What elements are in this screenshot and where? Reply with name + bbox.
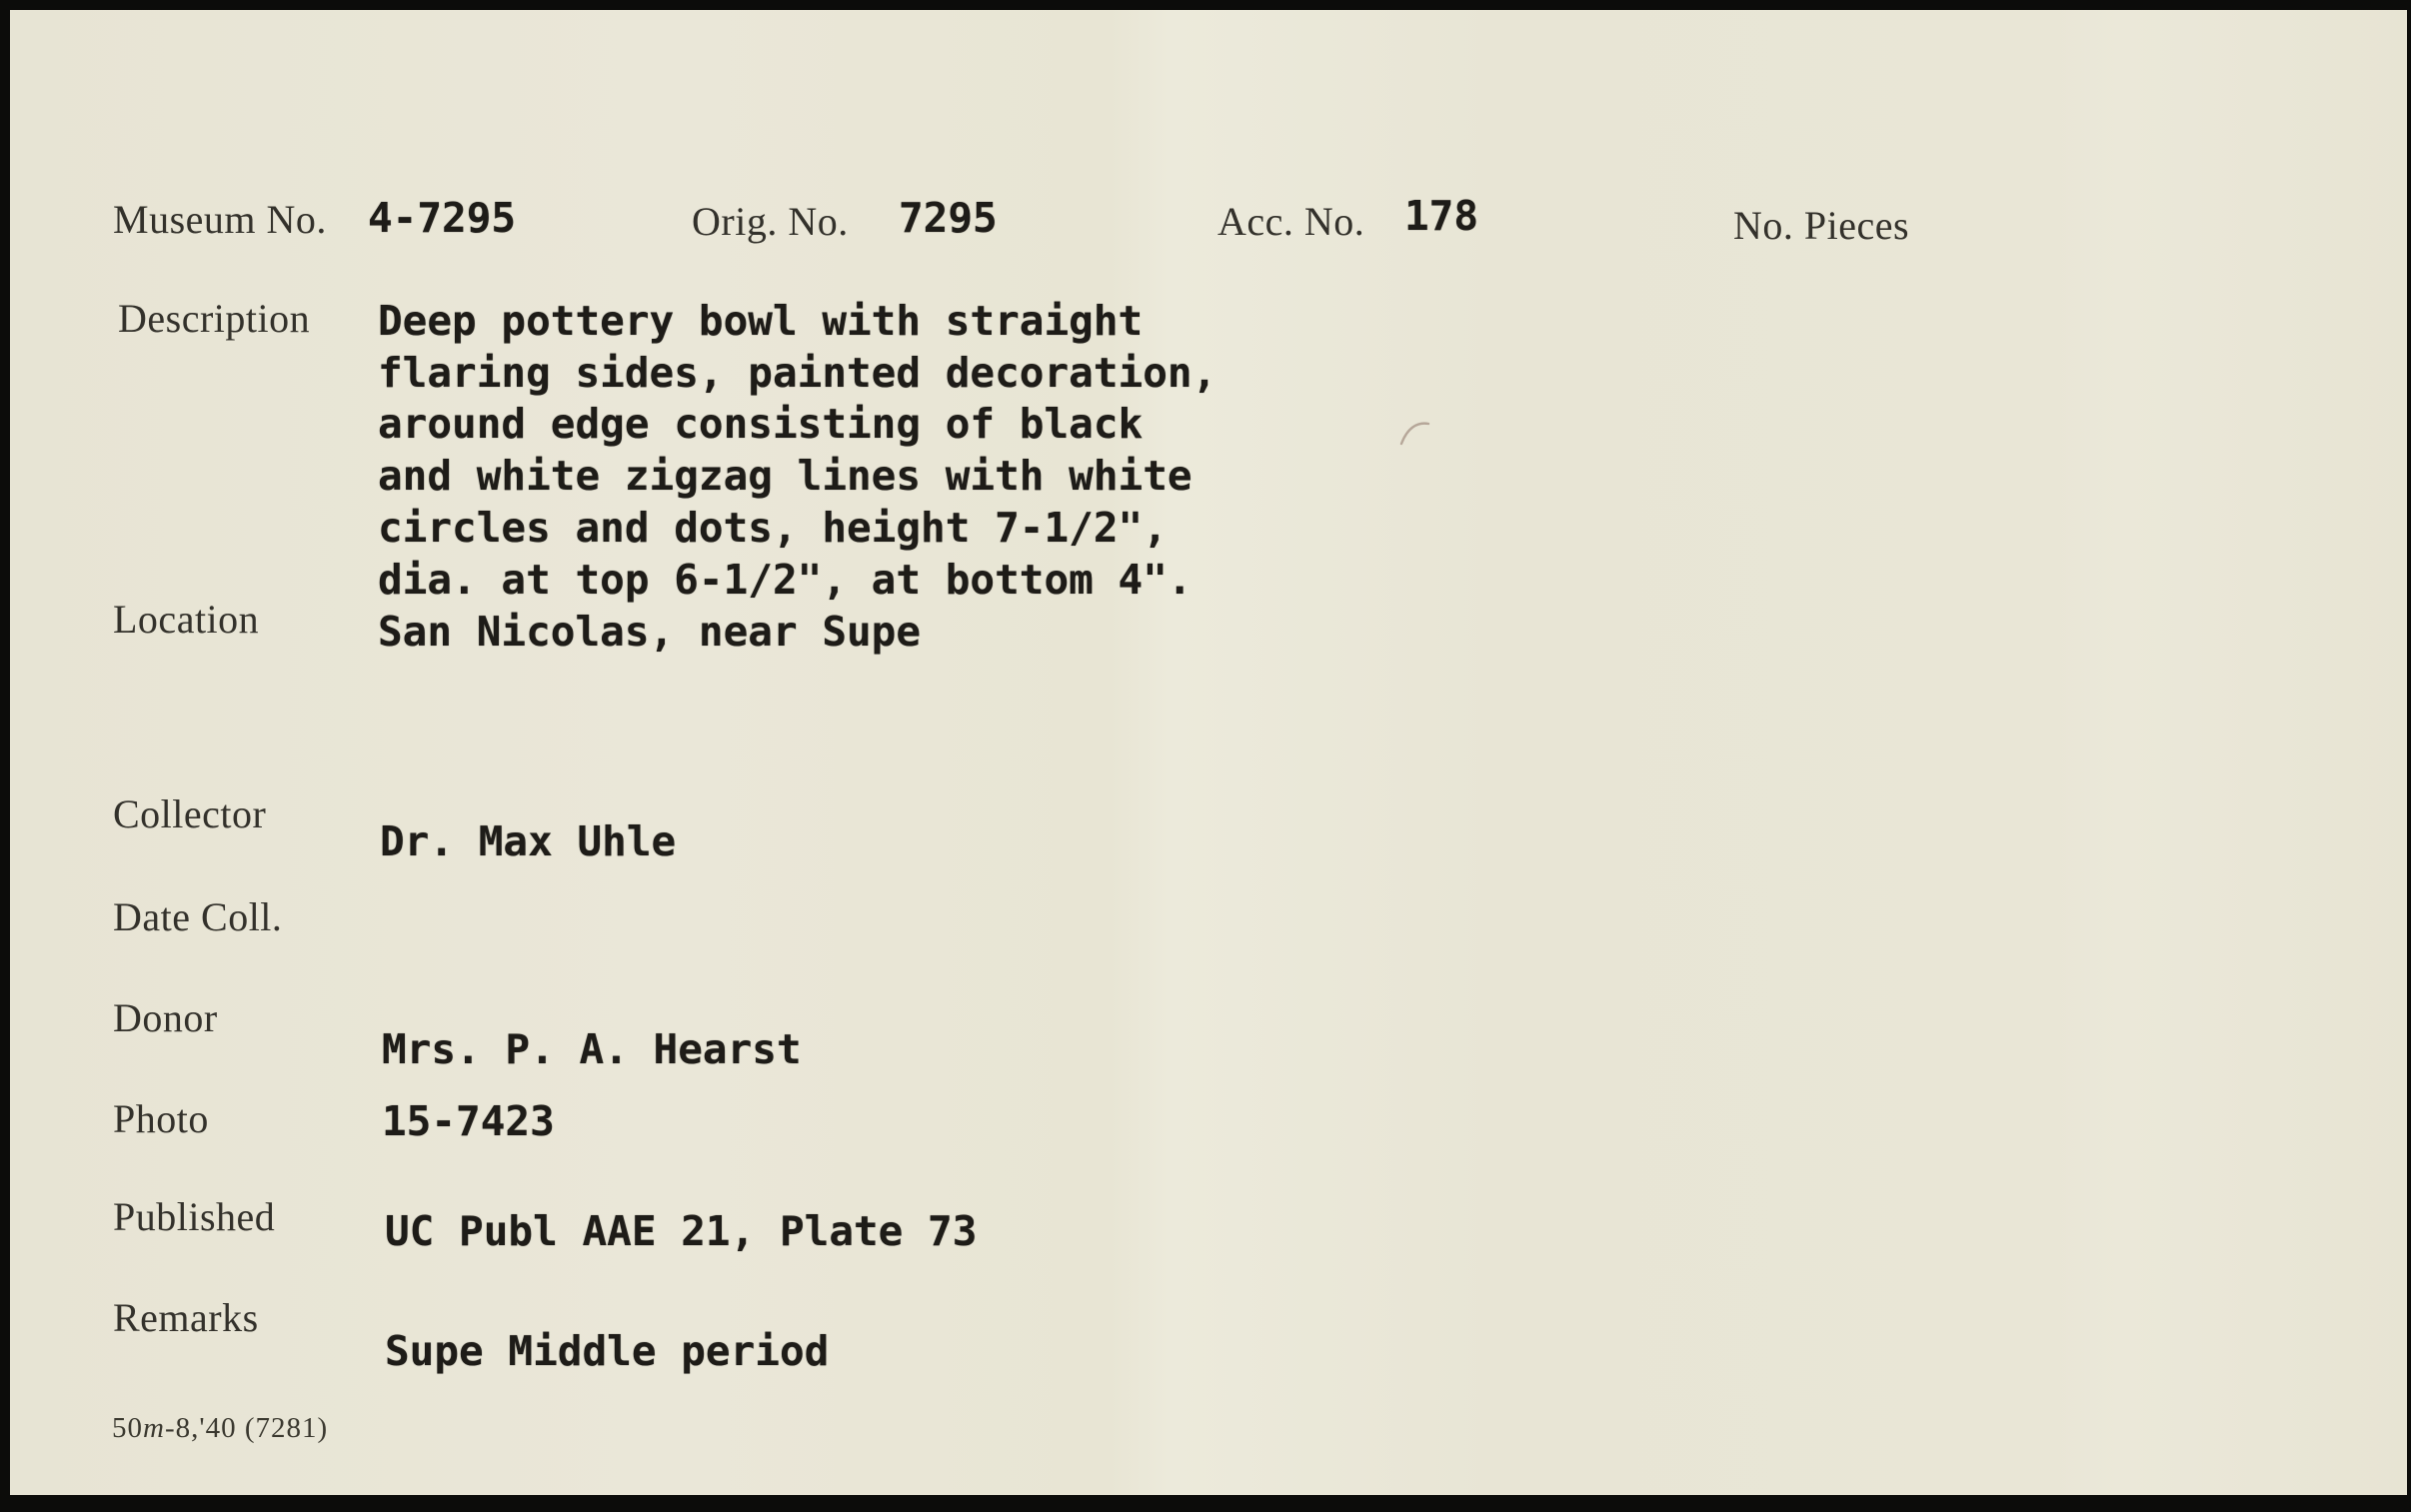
print-code-prefix: 50 — [112, 1412, 143, 1444]
orig-no-value: 7295 — [899, 194, 998, 242]
donor-value: Mrs. P. A. Hearst — [382, 1025, 802, 1073]
remarks-value: Supe Middle period — [385, 1327, 830, 1375]
description-line: Deep pottery bowl with straight — [378, 297, 1144, 345]
donor-label: Donor — [113, 995, 218, 1040]
acc-no-label: Acc. No. — [1217, 199, 1365, 244]
location-value: San Nicolas, near Supe — [378, 608, 922, 656]
published-label: Published — [113, 1194, 276, 1239]
description-line: circles and dots, height 7-1/2", — [378, 503, 1168, 552]
scan-edge-left — [0, 0, 10, 1512]
no-pieces-label: No. Pieces — [1733, 203, 1910, 248]
published-value: UC Publ AAE 21, Plate 73 — [385, 1207, 978, 1255]
print-code-suffix: -8,'40 (7281) — [164, 1412, 329, 1444]
photo-label: Photo — [113, 1096, 209, 1141]
description-line: dia. at top 6-1/2", at bottom 4". — [378, 555, 1193, 604]
print-code — [112, 1412, 328, 1445]
location-label: Location — [113, 597, 260, 642]
scan-edge-top — [0, 0, 2411, 10]
museum-no-label: Museum No. — [113, 197, 327, 242]
collector-value: Dr. Max Uhle — [380, 817, 677, 865]
description-label: Description — [118, 296, 311, 341]
print-code-m: m — [143, 1412, 165, 1444]
stray-pen-mark — [1397, 418, 1431, 448]
description-text — [378, 296, 1216, 606]
scan-edge-bottom — [0, 1495, 2411, 1512]
date-coll-label: Date Coll. — [113, 894, 283, 939]
description-line: flaring sides, painted decoration, — [378, 348, 1217, 397]
remarks-label: Remarks — [113, 1295, 259, 1340]
description-line: and white zigzag lines with white — [378, 452, 1193, 501]
collector-label: Collector — [113, 791, 267, 836]
acc-no-value: 178 — [1404, 192, 1479, 240]
scan-edge-right — [2407, 0, 2411, 1512]
photo-value: 15-7423 — [382, 1097, 555, 1145]
description-line: around edge consisting of black — [378, 400, 1144, 449]
museum-no-value: 4-7295 — [368, 194, 517, 242]
orig-no-label: Orig. No. — [692, 199, 849, 244]
